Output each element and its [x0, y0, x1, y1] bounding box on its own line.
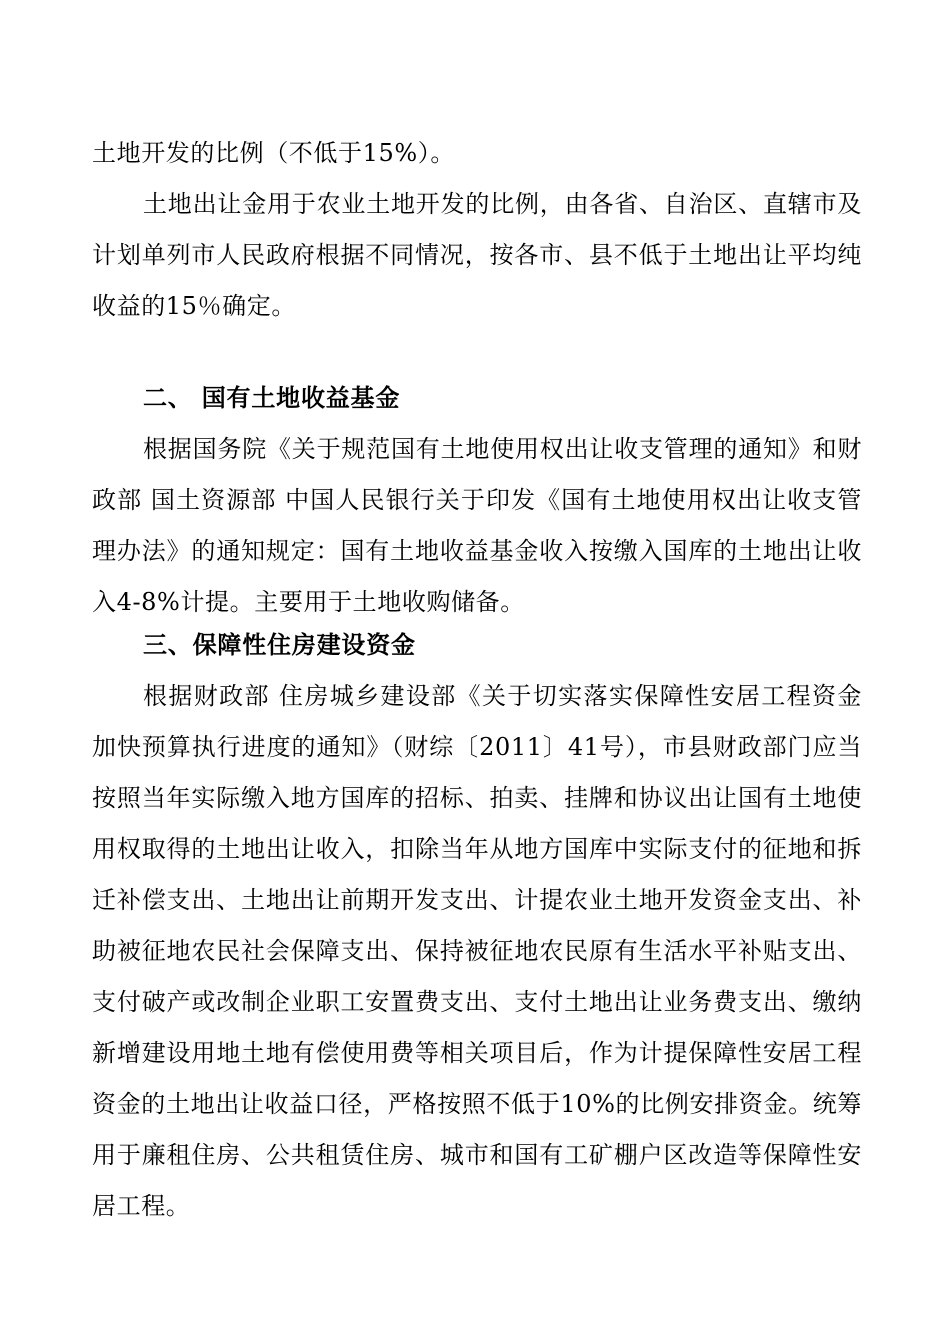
- section-heading-2: 二、 国有土地收益基金: [143, 384, 401, 412]
- paragraph-land-transfer-ratio: 土地出让金用于农业土地开发的比例，由各省、自治区、直辖市及计划单列市人民政府根据不同情况，按各市、县不低于土地出让平均纯收益的15％确定。: [92, 190, 862, 320]
- paragraph-continued: 土地开发的比例（不低于15%）。: [92, 139, 455, 167]
- section-heading-3: 三、保障性住房建设资金: [143, 631, 416, 659]
- paragraph-housing-fund: 根据财政部 住房城乡建设部《关于切实落实保障性安居工程资金加快预算执行进度的通知》（财综〔2011〕41号），市县财政部门应当按照当年实际缴入地方国库的招标、拍卖、挂牌和协议出让国有土地使用权取得的土地出让收入，扣除当年从地方国库中实际支付的征地和拆迁补偿支出、土地出让前期开发支出、计提农业土地开发资金支出、补助被征地农民社会保障支出、保持被征地农民原有生活水平补贴支出、支付破产或改制企业职工安置费支出、支付土地出让业务费支出、缴纳新增建设用地土地有偿使用费等相关项目后，作为计提保障性安居工程资金的土地出让收益口径，严格按照不低于10%的比例安排资金。统筹用于廉租住房、公共租赁住房、城市和国有工矿棚户区改造等保障性安居工程。: [92, 682, 862, 1220]
- paragraph-land-revenue-fund: 根据国务院《关于规范国有土地使用权出让收支管理的通知》和财政部 国土资源部 中国人民银行关于印发《国有土地使用权出让收支管理办法》的通知规定：国有土地收益基金收入按缴入国库的土地出让收入4-8%计提。主要用于土地收购储备。: [92, 435, 862, 616]
